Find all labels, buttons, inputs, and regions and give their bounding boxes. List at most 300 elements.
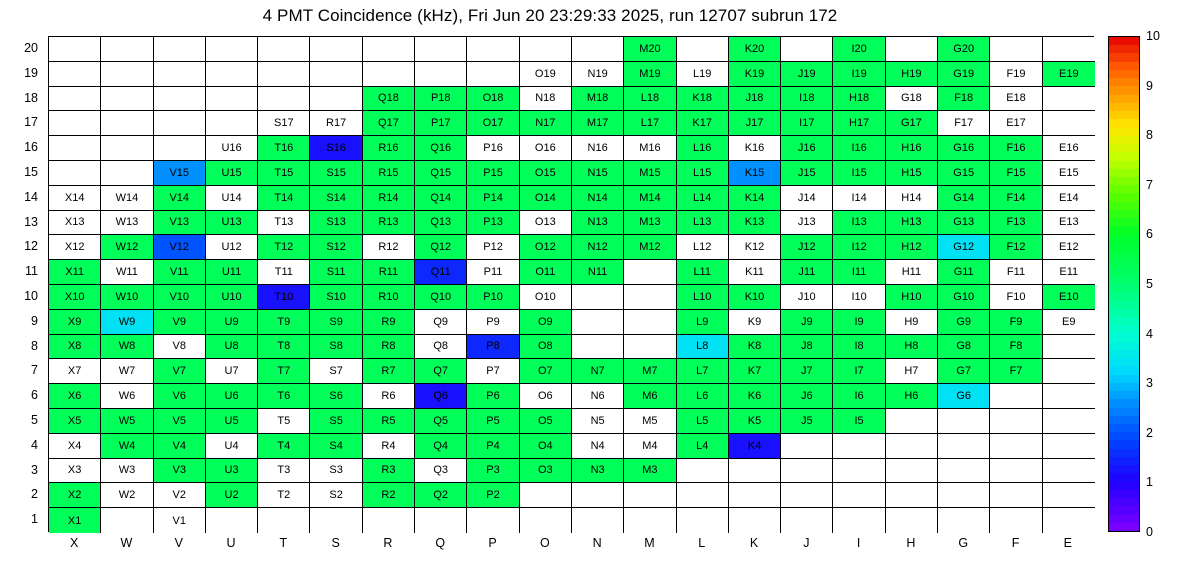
heatmap-cell: O8	[520, 335, 572, 360]
heatmap-cell: T9	[258, 310, 310, 335]
heatmap-cell	[833, 508, 885, 533]
heatmap-cell	[310, 508, 362, 533]
colorbar-segment	[1109, 235, 1139, 243]
heatmap-cell: M16	[624, 136, 676, 161]
colorbar-tick-label: 10	[1146, 29, 1160, 43]
heatmap-cell: P3	[467, 459, 519, 484]
heatmap-cell: K15	[729, 161, 781, 186]
heatmap-cell: V6	[154, 384, 206, 409]
heatmap-cell	[938, 483, 990, 508]
colorbar-segment	[1109, 358, 1139, 366]
heatmap-cell: Q5	[415, 409, 467, 434]
heatmap-cell	[310, 37, 362, 62]
heatmap-cell: H14	[886, 186, 938, 211]
y-axis-tick-label: 18	[24, 90, 38, 105]
heatmap-cell: J10	[781, 285, 833, 310]
heatmap-cell	[49, 62, 101, 87]
colorbar-tick-label: 2	[1146, 425, 1153, 440]
heatmap-cell: U2	[206, 483, 258, 508]
heatmap-cell: O14	[520, 186, 572, 211]
heatmap-cell	[49, 37, 101, 62]
colorbar-segment	[1109, 490, 1139, 498]
heatmap-cell: L11	[677, 260, 729, 285]
heatmap-cell	[938, 434, 990, 459]
heatmap-cell: J8	[781, 335, 833, 360]
heatmap-cell: Q8	[415, 335, 467, 360]
heatmap-cell: N13	[572, 211, 624, 236]
heatmap-cell: J17	[729, 111, 781, 136]
heatmap-cell	[990, 459, 1042, 484]
colorbar-segment	[1109, 292, 1139, 300]
colorbar-segment	[1109, 276, 1139, 284]
colorbar-tick-label: 1	[1146, 475, 1153, 490]
heatmap-cell: Q6	[415, 384, 467, 409]
heatmap-cell: X6	[49, 384, 101, 409]
heatmap-cell: T14	[258, 186, 310, 211]
heatmap-cell	[206, 508, 258, 533]
heatmap-cell	[520, 37, 572, 62]
heatmap-cell: U11	[206, 260, 258, 285]
colorbar-tick-label: 7	[1146, 177, 1153, 192]
heatmap-cell: N11	[572, 260, 624, 285]
heatmap-cell: Q15	[415, 161, 467, 186]
heatmap-cell: L10	[677, 285, 729, 310]
heatmap-cell	[415, 508, 467, 533]
heatmap-cell: P18	[415, 87, 467, 112]
heatmap-cell: W8	[101, 335, 153, 360]
heatmap-cell: R15	[363, 161, 415, 186]
heatmap-cell: R17	[310, 111, 362, 136]
heatmap-cell: S10	[310, 285, 362, 310]
heatmap-cell: J15	[781, 161, 833, 186]
heatmap-cell: Q18	[363, 87, 415, 112]
heatmap-cell: K16	[729, 136, 781, 161]
heatmap-cell: L19	[677, 62, 729, 87]
y-axis-tick-label: 3	[31, 462, 38, 477]
y-axis-tick-label: 10	[24, 289, 38, 303]
heatmap-cell	[363, 508, 415, 533]
heatmap-cell: F12	[990, 235, 1042, 260]
heatmap-cell	[781, 508, 833, 533]
heatmap-cell: E19	[1043, 62, 1095, 87]
heatmap-cell: F19	[990, 62, 1042, 87]
heatmap-cell: I19	[833, 62, 885, 87]
heatmap-cell: V3	[154, 459, 206, 484]
heatmap-cell: T7	[258, 359, 310, 384]
heatmap-cell: I17	[781, 111, 833, 136]
heatmap-cell	[677, 459, 729, 484]
x-axis-tick-label: P	[488, 536, 497, 550]
heatmap-cell: W6	[101, 384, 153, 409]
heatmap-cell: W9	[101, 310, 153, 335]
heatmap-cell: N7	[572, 359, 624, 384]
heatmap-cell	[677, 508, 729, 533]
heatmap-cell: V7	[154, 359, 206, 384]
y-axis-tick-label: 1	[31, 512, 38, 527]
x-axis-tick-label: U	[226, 536, 236, 550]
heatmap-cell: W14	[101, 186, 153, 211]
heatmap-cell: K11	[729, 260, 781, 285]
heatmap-cell: K18	[677, 87, 729, 112]
heatmap-cell: K17	[677, 111, 729, 136]
heatmap-cell: K10	[729, 285, 781, 310]
heatmap-cell	[154, 136, 206, 161]
heatmap-cell	[990, 434, 1042, 459]
heatmap-cell: X12	[49, 235, 101, 260]
heatmap-cell: O18	[467, 87, 519, 112]
colorbar-segment	[1109, 506, 1139, 514]
colorbar-segment	[1109, 309, 1139, 317]
colorbar-segment	[1109, 399, 1139, 407]
heatmap-cell: L17	[624, 111, 676, 136]
heatmap-cell	[938, 508, 990, 533]
heatmap-cell: K4	[729, 434, 781, 459]
heatmap-cell: R12	[363, 235, 415, 260]
heatmap-cell: R4	[363, 434, 415, 459]
heatmap-cell: U10	[206, 285, 258, 310]
heatmap-cell: E13	[1043, 211, 1095, 236]
heatmap-cell: G16	[938, 136, 990, 161]
heatmap-cell: K6	[729, 384, 781, 409]
colorbar-tick-label: 0	[1146, 525, 1153, 539]
colorbar-segment	[1109, 202, 1139, 210]
heatmap-cell: F7	[990, 359, 1042, 384]
heatmap-cell: T13	[258, 211, 310, 236]
colorbar-segment	[1109, 366, 1139, 374]
heatmap-cell: V13	[154, 211, 206, 236]
heatmap-cell	[833, 434, 885, 459]
heatmap-cell: U16	[206, 136, 258, 161]
heatmap-cell	[1043, 87, 1095, 112]
heatmap-cell: M18	[572, 87, 624, 112]
y-axis-tick-label: 11	[25, 264, 38, 279]
heatmap-cell	[833, 459, 885, 484]
colorbar-segment	[1109, 333, 1139, 341]
colorbar-segment	[1109, 152, 1139, 160]
heatmap-cell	[572, 483, 624, 508]
colorbar-segment	[1109, 408, 1139, 416]
heatmap-cell	[886, 508, 938, 533]
x-axis-tick-label: X	[69, 536, 79, 550]
heatmap-cell: I8	[833, 335, 885, 360]
colorbar-segment	[1109, 383, 1139, 391]
colorbar-segment	[1109, 482, 1139, 490]
heatmap-cell	[154, 37, 206, 62]
heatmap-cell: Q16	[415, 136, 467, 161]
x-axis-tick-label: G	[958, 536, 969, 550]
heatmap-cell: N4	[572, 434, 624, 459]
heatmap-cell: R11	[363, 260, 415, 285]
heatmap-cell	[101, 161, 153, 186]
heatmap-cell	[677, 37, 729, 62]
heatmap-cell	[729, 508, 781, 533]
heatmap-cell: T5	[258, 409, 310, 434]
heatmap-cell: T11	[258, 260, 310, 285]
colorbar-segment	[1109, 111, 1139, 119]
heatmap-cell	[677, 483, 729, 508]
heatmap-cell: U3	[206, 459, 258, 484]
heatmap-cell	[258, 37, 310, 62]
heatmap-cell: V15	[154, 161, 206, 186]
x-axis-tick-label: Q	[435, 536, 446, 550]
heatmap-cell: I12	[833, 235, 885, 260]
heatmap-cell: H13	[886, 211, 938, 236]
heatmap-cell: G11	[938, 260, 990, 285]
heatmap-cell: H7	[886, 359, 938, 384]
heatmap-cell: Q9	[415, 310, 467, 335]
heatmap-cell	[154, 62, 206, 87]
heatmap-cell: F11	[990, 260, 1042, 285]
heatmap-cell: F14	[990, 186, 1042, 211]
heatmap-cell: T3	[258, 459, 310, 484]
heatmap-cell: G8	[938, 335, 990, 360]
heatmap-cell: R5	[363, 409, 415, 434]
colorbar-segment	[1109, 416, 1139, 424]
heatmap-cell: E14	[1043, 186, 1095, 211]
heatmap-cell: P14	[467, 186, 519, 211]
heatmap-cell: F15	[990, 161, 1042, 186]
heatmap-cell: E9	[1043, 310, 1095, 335]
heatmap-cell: N15	[572, 161, 624, 186]
heatmap-grid	[48, 36, 1094, 532]
heatmap-cell: M17	[572, 111, 624, 136]
heatmap-cell	[415, 62, 467, 87]
heatmap-cell: P7	[467, 359, 519, 384]
heatmap-cell: W2	[101, 483, 153, 508]
heatmap-cell	[886, 483, 938, 508]
heatmap-cell	[572, 285, 624, 310]
heatmap-cell: V4	[154, 434, 206, 459]
heatmap-cell: I5	[833, 409, 885, 434]
heatmap-cell: I15	[833, 161, 885, 186]
x-axis-tick-label: T	[279, 536, 288, 550]
heatmap-cell: F16	[990, 136, 1042, 161]
heatmap-cell: V5	[154, 409, 206, 434]
heatmap-cell: T6	[258, 384, 310, 409]
heatmap-cell	[1043, 459, 1095, 484]
colorbar-segment	[1109, 177, 1139, 185]
heatmap-cell: T2	[258, 483, 310, 508]
heatmap-cell: I16	[833, 136, 885, 161]
colorbar-segment	[1109, 45, 1139, 53]
heatmap-cell: P13	[467, 211, 519, 236]
heatmap-cell: R10	[363, 285, 415, 310]
colorbar-segment	[1109, 424, 1139, 432]
heatmap-cell	[833, 483, 885, 508]
x-axis-tick-label: K	[749, 536, 759, 550]
heatmap-cell: M20	[624, 37, 676, 62]
heatmap-cell	[781, 37, 833, 62]
heatmap-cell: X10	[49, 285, 101, 310]
x-axis-tick-label: V	[174, 536, 183, 550]
heatmap-cell: L9	[677, 310, 729, 335]
heatmap-cell	[101, 62, 153, 87]
heatmap-cell	[310, 62, 362, 87]
y-axis-labels	[0, 36, 44, 532]
heatmap-cell	[1043, 111, 1095, 136]
heatmap-cell: V9	[154, 310, 206, 335]
heatmap-cell	[781, 434, 833, 459]
heatmap-cell	[101, 37, 153, 62]
heatmap-cell: O15	[520, 161, 572, 186]
heatmap-cell: P10	[467, 285, 519, 310]
colorbar-segment	[1109, 53, 1139, 61]
heatmap-cell: W4	[101, 434, 153, 459]
heatmap-cell: V11	[154, 260, 206, 285]
colorbar-segment	[1109, 193, 1139, 201]
colorbar-segment	[1109, 523, 1139, 531]
y-axis-tick-label: 13	[24, 214, 38, 229]
heatmap-cell: T8	[258, 335, 310, 360]
heatmap-cell: U12	[206, 235, 258, 260]
heatmap-cell: X1	[49, 508, 101, 533]
heatmap-cell: G15	[938, 161, 990, 186]
colorbar-segment	[1109, 432, 1139, 440]
heatmap-cell: W13	[101, 211, 153, 236]
heatmap-cell	[572, 310, 624, 335]
heatmap-cell: M13	[624, 211, 676, 236]
heatmap-cell: E11	[1043, 260, 1095, 285]
heatmap-cell: V1	[154, 508, 206, 533]
heatmap-cell: R9	[363, 310, 415, 335]
heatmap-cell	[990, 409, 1042, 434]
heatmap-cell: N16	[572, 136, 624, 161]
heatmap-cell: O3	[520, 459, 572, 484]
heatmap-cell	[938, 409, 990, 434]
colorbar-segment	[1109, 284, 1139, 292]
heatmap-cell: L6	[677, 384, 729, 409]
heatmap-cell: O7	[520, 359, 572, 384]
y-axis-tick-label: 5	[31, 413, 38, 427]
heatmap-cell: N19	[572, 62, 624, 87]
x-axis-tick-label: S	[331, 536, 340, 550]
heatmap-cell: L15	[677, 161, 729, 186]
heatmap-cell	[467, 508, 519, 533]
colorbar-ticks	[1142, 29, 1182, 539]
heatmap-cell	[49, 136, 101, 161]
heatmap-cell: V2	[154, 483, 206, 508]
colorbar-segment	[1109, 375, 1139, 383]
heatmap-cell: O5	[520, 409, 572, 434]
heatmap-cell: L4	[677, 434, 729, 459]
colorbar-segment	[1109, 226, 1139, 234]
heatmap-cell	[572, 508, 624, 533]
heatmap-cell	[520, 508, 572, 533]
heatmap-cell: G7	[938, 359, 990, 384]
heatmap-cell: U7	[206, 359, 258, 384]
colorbar-segment	[1109, 136, 1139, 144]
colorbar-segment	[1109, 251, 1139, 259]
heatmap-cell: S3	[310, 459, 362, 484]
colorbar-segment	[1109, 37, 1139, 45]
heatmap-cell: M6	[624, 384, 676, 409]
heatmap-cell: X2	[49, 483, 101, 508]
heatmap-cell: M15	[624, 161, 676, 186]
heatmap-cell: U5	[206, 409, 258, 434]
heatmap-cell: R14	[363, 186, 415, 211]
heatmap-cell	[624, 260, 676, 285]
heatmap-cell: N6	[572, 384, 624, 409]
heatmap-cell: I6	[833, 384, 885, 409]
heatmap-cell	[1043, 483, 1095, 508]
heatmap-cell: U13	[206, 211, 258, 236]
colorbar-segment	[1109, 325, 1139, 333]
heatmap-cell	[990, 508, 1042, 533]
heatmap-cell: K19	[729, 62, 781, 87]
heatmap-cell: S13	[310, 211, 362, 236]
heatmap-cell: X5	[49, 409, 101, 434]
heatmap-cell: H17	[833, 111, 885, 136]
heatmap-cell: Q3	[415, 459, 467, 484]
colorbar-segment	[1109, 95, 1139, 103]
heatmap-cell	[101, 508, 153, 533]
heatmap-cell: I13	[833, 211, 885, 236]
heatmap-cell: O13	[520, 211, 572, 236]
heatmap-cell: R13	[363, 211, 415, 236]
heatmap-cell: I10	[833, 285, 885, 310]
heatmap-cell: I20	[833, 37, 885, 62]
x-axis-tick-label: H	[906, 536, 916, 550]
heatmap-cell: G19	[938, 62, 990, 87]
heatmap-cell: G6	[938, 384, 990, 409]
heatmap-cell: G18	[886, 87, 938, 112]
heatmap-cell: O12	[520, 235, 572, 260]
colorbar-segment	[1109, 70, 1139, 78]
heatmap-cell	[258, 87, 310, 112]
colorbar-segment	[1109, 259, 1139, 267]
heatmap-cell	[886, 37, 938, 62]
heatmap-cell: F10	[990, 285, 1042, 310]
colorbar-segment	[1109, 449, 1139, 457]
heatmap-cell: F18	[938, 87, 990, 112]
heatmap-cell: H12	[886, 235, 938, 260]
heatmap-cell: M19	[624, 62, 676, 87]
y-axis-tick-label: 2	[31, 487, 38, 502]
heatmap-cell: S15	[310, 161, 362, 186]
heatmap-cell: X14	[49, 186, 101, 211]
colorbar-segment	[1109, 144, 1139, 152]
heatmap-cell: Q10	[415, 285, 467, 310]
heatmap-cell: N18	[520, 87, 572, 112]
heatmap-cell: R3	[363, 459, 415, 484]
heatmap-cell: X9	[49, 310, 101, 335]
heatmap-cell: P12	[467, 235, 519, 260]
heatmap-cell: S7	[310, 359, 362, 384]
heatmap-cell: V10	[154, 285, 206, 310]
colorbar-segment	[1109, 440, 1139, 448]
heatmap-cell: X11	[49, 260, 101, 285]
heatmap-cell	[206, 111, 258, 136]
colorbar-segment	[1109, 62, 1139, 70]
y-axis-tick-label: 14	[24, 189, 38, 204]
heatmap-cell: I14	[833, 186, 885, 211]
colorbar-segment	[1109, 457, 1139, 465]
heatmap-cell: X3	[49, 459, 101, 484]
heatmap-cell: I9	[833, 310, 885, 335]
colorbar-segment	[1109, 218, 1139, 226]
heatmap-cell: Q17	[363, 111, 415, 136]
heatmap-cell	[886, 459, 938, 484]
heatmap-cell: L5	[677, 409, 729, 434]
heatmap-cell: L12	[677, 235, 729, 260]
heatmap-cell: Q7	[415, 359, 467, 384]
x-axis-tick-label: J	[803, 536, 810, 550]
heatmap-cell: L14	[677, 186, 729, 211]
heatmap-cell: E16	[1043, 136, 1095, 161]
colorbar-segment	[1109, 103, 1139, 111]
y-axis-tick-label: 17	[24, 115, 38, 130]
heatmap-cell: O19	[520, 62, 572, 87]
